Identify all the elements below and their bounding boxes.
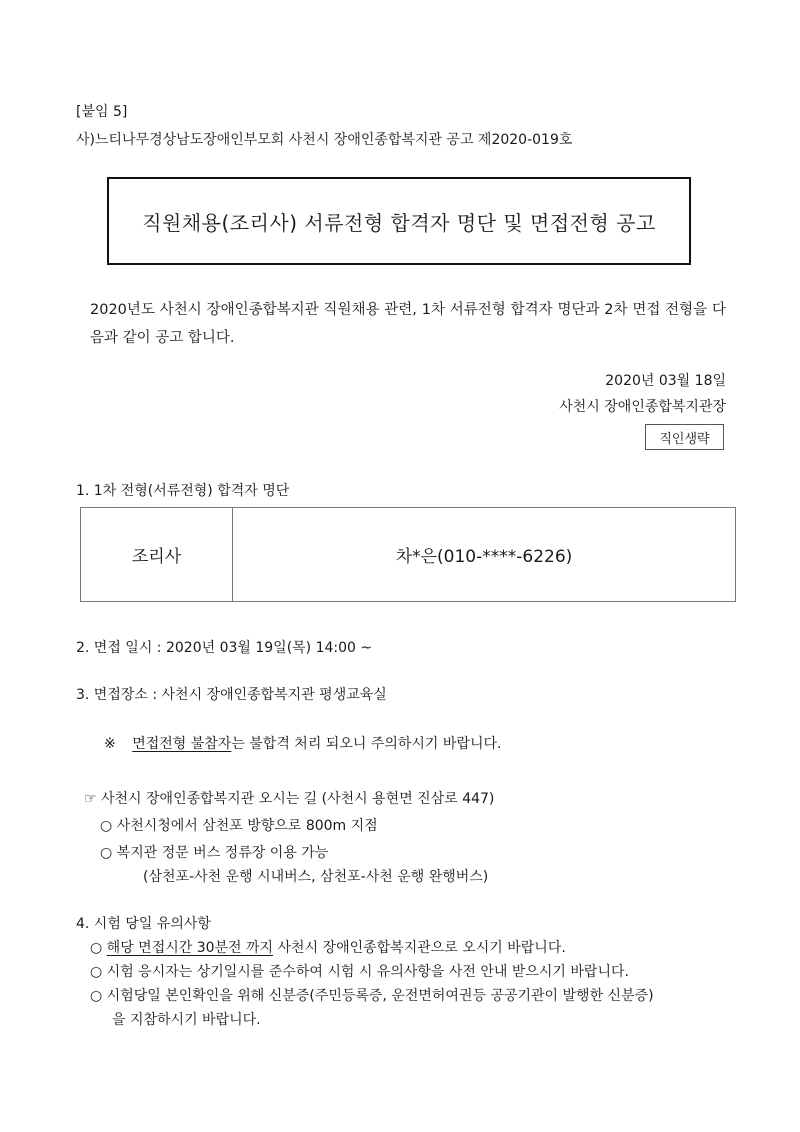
- passer-table: [80, 507, 736, 602]
- caution-item-arrival: [90, 937, 566, 957]
- caution-item-schedule: ○ 시험 응시자는 상기일시를 준수하여 시험 시 유의사항을 사전 안내 받으시기 바랍니다.: [90, 964, 629, 980]
- caution-item-id-line2: 을 지참하시기 바랍니다.: [112, 1012, 261, 1028]
- section1-heading: 1. 1차 전형(서류전형) 합격자 명단: [76, 483, 290, 499]
- directions-item-city-hall: ○ 사천시청에서 삼천포 방향으로 800m 지점: [100, 818, 378, 834]
- passer-name: 차*은(010-****-6226): [395, 547, 573, 567]
- absence-notice-rest: 는 불합격 처리 되오니 주의하시기 바랍니다.: [231, 736, 502, 752]
- position-cell: [81, 508, 233, 601]
- directions-bus-note: (삼천포-사천 운행 시내버스, 삼천포-사천 운행 완행버스): [143, 869, 489, 885]
- section2-interview-datetime: 2. 면접 일시 : 2020년 03월 19일(목) 14:00 ~: [76, 640, 373, 656]
- passer-cell: [233, 508, 735, 601]
- issuer-name: 사천시 장애인종합복지관장: [559, 399, 726, 415]
- notice-number: 사)느티나무경상남도장애인부모회 사천시 장애인종합복지관 공고 제2020-019호: [76, 132, 573, 148]
- absence-notice-underlined: 면접전형 불참자: [132, 736, 232, 752]
- caution-arrival-underlined: 해당 면접시간 30분전 까지: [106, 940, 274, 956]
- seal-omitted-label: 직인생략: [659, 431, 710, 447]
- directions-item-bus-stop: ○ 복지관 정문 버스 정류장 이용 가능: [100, 845, 329, 861]
- position-label: 조리사: [131, 547, 182, 567]
- attachment-label: [붙임 5]: [76, 104, 128, 120]
- directions-heading: ☞ 사천시 장애인종합복지관 오시는 길 (사천시 용현면 진삼로 447): [84, 791, 495, 807]
- reference-mark: ※: [104, 736, 116, 752]
- caution-arrival-rest: 사천시 장애인종합복지관으로 오시기 바랍니다.: [273, 940, 566, 956]
- caution-item-id-line1: ○ 시험당일 본인확인을 위해 신분증(주민등록증, 운전면허여권등 공공기관이 발행한 신분증): [90, 988, 654, 1004]
- intro-paragraph: 2020년도 사천시 장애인종합복지관 직원채용 관련, 1차 서류전형 합격자 명단과 2차 면접 전형을 다음과 같이 공고 합니다.: [90, 302, 726, 346]
- section4-heading: 4. 시험 당일 유의사항: [76, 916, 211, 932]
- caution-bullet: ○: [90, 940, 107, 956]
- section3-interview-location: 3. 면접장소 : 사천시 장애인종합복지관 평생교육실: [76, 687, 387, 703]
- seal-omitted-box: [645, 424, 724, 450]
- announcement-date: 2020년 03월 18일: [605, 373, 726, 389]
- absence-notice: [104, 733, 501, 753]
- document-title-box: [107, 177, 691, 265]
- document-title: 직원채용(조리사) 서류전형 합격자 명단 및 면접전형 공고: [142, 210, 656, 235]
